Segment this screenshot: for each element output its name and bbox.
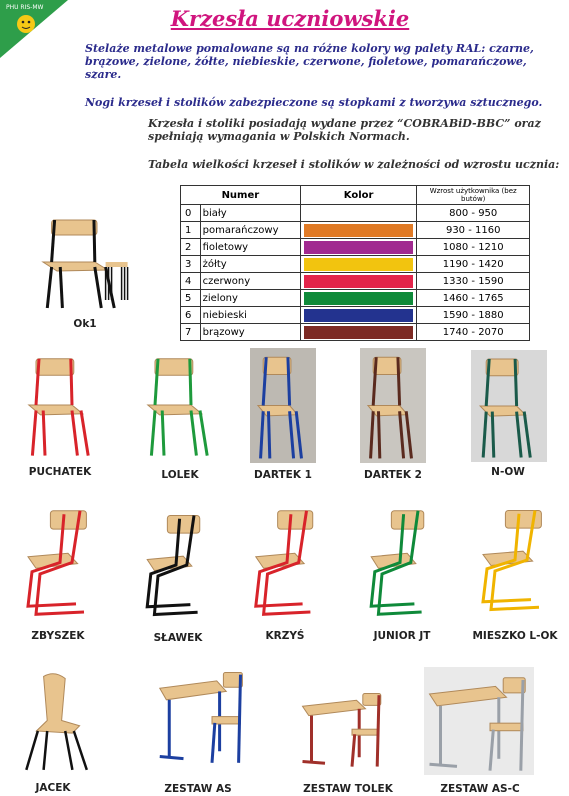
row-height-range: 930 - 1160 <box>417 222 530 239</box>
chair-photo-juniorjt <box>364 505 436 620</box>
product-label-zestawasc: ZESTAW AS-C <box>440 783 520 795</box>
product-label-dartek2: DARTEK 2 <box>364 469 422 481</box>
row-color-swatch <box>300 256 417 273</box>
certificate-text: Krzesła i stoliki posiadają wydane przez “COBRABiD-BBC” oraz spełniają wymagania w Polskich Normach. <box>148 117 541 143</box>
row-color-swatch <box>300 239 417 256</box>
row-height-range: 1080 - 1210 <box>417 239 530 256</box>
feet-text: Nogi krzeseł i stolików zabezpieczone są stopkami z tworzywa sztucznego. <box>85 96 543 109</box>
row-height-range: 1460 - 1765 <box>417 290 530 307</box>
product-label-mieszko: MIESZKO L-OK <box>472 630 558 642</box>
product-label-zbyszek: ZBYSZEK <box>31 630 85 642</box>
size-table <box>180 185 530 341</box>
row-color-name: niebieski <box>200 307 300 324</box>
chair-photo-dartek1 <box>250 348 316 463</box>
product-label-puchatek: PUCHATEK <box>28 466 92 478</box>
header-number: Numer <box>181 186 301 205</box>
row-number: 3 <box>181 256 201 273</box>
table-caption: Tabela wielkości krzeseł i stolików w zależności od wzrostu ucznia: <box>148 158 560 171</box>
table-row <box>181 256 530 273</box>
row-height-range: 1190 - 1420 <box>417 256 530 273</box>
row-number: 5 <box>181 290 201 307</box>
chair-photo-puchatek <box>18 350 108 460</box>
product-label-now: N-OW <box>491 466 525 478</box>
product-label-zestawas: ZESTAW AS <box>164 783 232 795</box>
row-number: 2 <box>181 239 201 256</box>
product-label-jacek: JACEK <box>35 782 71 794</box>
row-number: 1 <box>181 222 201 239</box>
row-height-range: 1330 - 1590 <box>417 273 530 290</box>
chair-photo-dartek2 <box>360 348 426 463</box>
row-color-name: brązowy <box>200 324 300 341</box>
row-color-swatch <box>300 307 417 324</box>
svg-text:PHU RIS-MW: PHU RIS-MW <box>6 4 44 11</box>
chair-photo-jacek <box>22 668 94 773</box>
chair-photo-now <box>471 350 547 462</box>
chair-photo-mieszko <box>475 505 555 615</box>
frame-colors-text: Stelaże metalowe pomalowane są na różne kolory wg palety RAL: czarne, brązowe, zielone, żółte, niebieskie, czerwone, fioletowe, pomarańczowe, szare. <box>85 42 534 81</box>
header-color: Kolor <box>300 186 417 205</box>
product-label-krzys: KRZYŚ <box>265 630 305 642</box>
product-label-dartek1: DARTEK 1 <box>254 469 312 481</box>
row-color-name: żółty <box>200 256 300 273</box>
row-number: 7 <box>181 324 201 341</box>
product-label-juniorjt: JUNIOR JT <box>373 630 431 642</box>
row-number: 6 <box>181 307 201 324</box>
table-row <box>181 239 530 256</box>
table-row <box>181 307 530 324</box>
row-color-name: czerwony <box>200 273 300 290</box>
page-title: Krzesła uczniowskie <box>170 6 410 31</box>
row-color-swatch <box>300 205 417 222</box>
product-label-slawek: SŁAWEK <box>153 632 203 644</box>
row-color-name: pomarańczowy <box>200 222 300 239</box>
chair-photo-krzys <box>248 505 326 620</box>
set-photo-zestawas <box>155 662 250 767</box>
chair-photo-lolek <box>137 350 227 460</box>
product-label-zestawtolek: ZESTAW TOLEK <box>303 783 393 795</box>
row-height-range: 1590 - 1880 <box>417 307 530 324</box>
chair-photo-slawek <box>140 510 212 620</box>
set-photo-zestawasc <box>424 667 534 775</box>
set-photo-zestawtolek <box>298 685 388 770</box>
logo <box>0 0 68 58</box>
row-height-range: 800 - 950 <box>417 205 530 222</box>
row-color-name: biały <box>200 205 300 222</box>
row-height-range: 1740 - 2070 <box>417 324 530 341</box>
row-number: 4 <box>181 273 201 290</box>
table-row <box>181 205 530 222</box>
product-label-ok1: Ok1 <box>73 318 97 330</box>
sun-mascot-icon <box>17 15 35 33</box>
row-number: 0 <box>181 205 201 222</box>
row-color-swatch <box>300 324 417 341</box>
table-row <box>181 222 530 239</box>
row-color-name: fioletowy <box>200 239 300 256</box>
row-color-name: zielony <box>200 290 300 307</box>
row-color-swatch <box>300 222 417 239</box>
table-row <box>181 273 530 290</box>
product-label-lolek: LOLEK <box>161 469 199 481</box>
table-row <box>181 290 530 307</box>
row-color-swatch <box>300 273 417 290</box>
header-range: Wzrost użytkownika (bez butów) <box>417 186 530 205</box>
chair-photo-ok1 <box>30 212 138 312</box>
chair-photo-zbyszek <box>20 505 100 620</box>
table-row <box>181 324 530 341</box>
row-color-swatch <box>300 290 417 307</box>
